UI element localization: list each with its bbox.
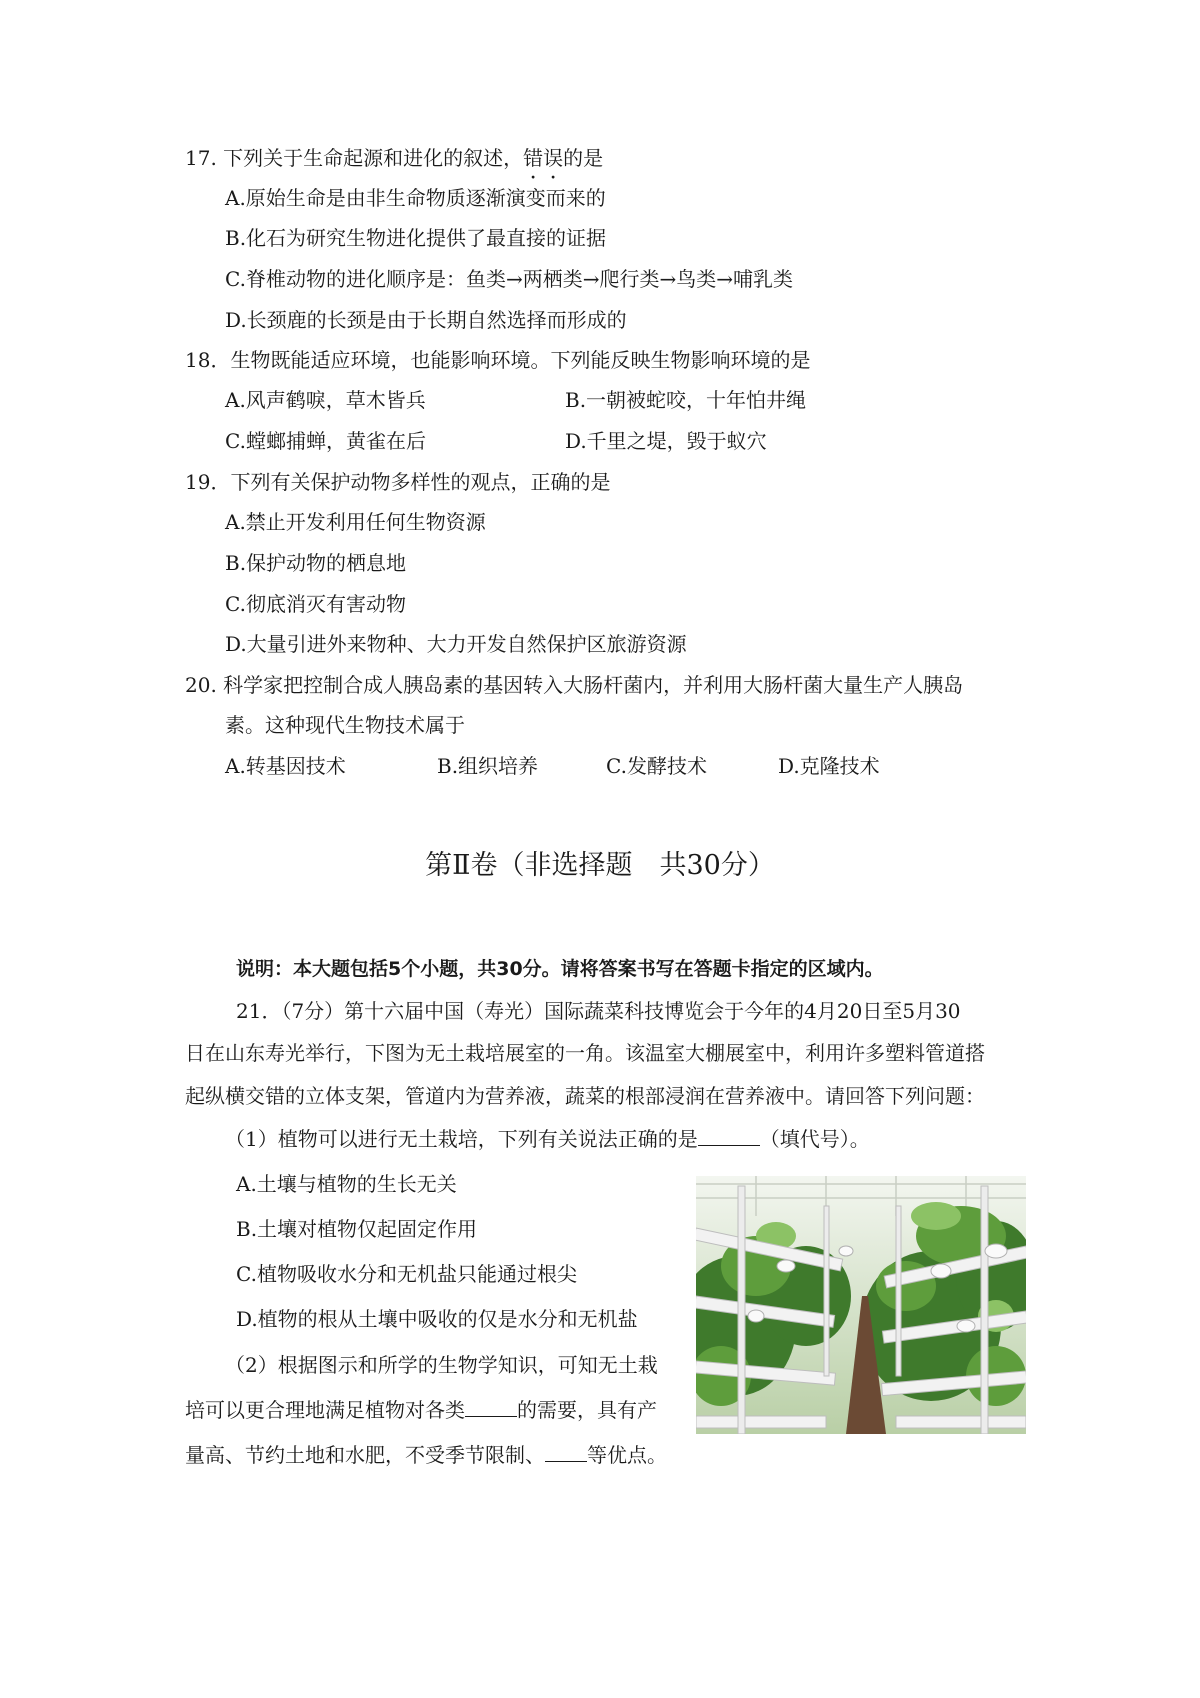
q21-part1-option-d: D.植物的根从土壤中吸收的仅是水分和无机盐	[236, 1307, 638, 1331]
q20-stem-line2: 素。这种现代生物技术属于	[225, 713, 465, 737]
q17-stem	[185, 144, 603, 172]
q21-part1-pre: （1）植物可以进行无土栽培，下列有关说法正确的是	[225, 1127, 698, 1151]
q18-stem: 18．生物既能适应环境，也能影响环境。下列能反映生物影响环境的是	[185, 348, 811, 372]
q21-part2-line3-pre: 量高、节约土地和水肥，不受季节限制、	[185, 1443, 545, 1467]
q21-part1-option-b: B.土壤对植物仅起固定作用	[236, 1217, 478, 1241]
answer-blank-1[interactable]	[698, 1127, 760, 1146]
q18-option-b: B.一朝被蛇咬，十年怕井绳	[565, 388, 807, 412]
answer-blank-3[interactable]	[545, 1443, 587, 1462]
q17-stem-pre: 17. 下列关于生命起源和进化的叙述，	[185, 146, 524, 170]
q17-stem-post: 的是	[563, 146, 604, 170]
q21-part1-option-a: A.土壤与植物的生长无关	[236, 1172, 457, 1196]
q21-intro-line1: 21．（7分）第十六届中国（寿光）国际蔬菜科技博览会于今年的4月20日至5月30	[236, 999, 961, 1023]
q21-part2-line3	[185, 1441, 667, 1469]
q19-option-a: A.禁止开发利用任何生物资源	[225, 510, 486, 534]
q19-option-b: B.保护动物的栖息地	[225, 551, 407, 575]
section-note: 说明：本大题包括5个小题，共30分。请将答案书写在答题卡指定的区域内。	[236, 958, 884, 980]
answer-blank-2[interactable]	[465, 1398, 517, 1417]
q19-option-c: C.彻底消灭有害动物	[225, 592, 406, 616]
q17-option-a: A.原始生命是由非生命物质逐渐演变而来的	[225, 186, 606, 210]
q21-part1-option-c: C.植物吸收水分和无机盐只能通过根尖	[236, 1262, 577, 1286]
q21-intro-line3: 起纵横交错的立体支架，管道内为营养液，蔬菜的根部浸润在营养液中。请回答下列问题：	[185, 1084, 985, 1108]
greenhouse-hydroponics-photo	[696, 1176, 1026, 1434]
q19-stem: 19．下列有关保护动物多样性的观点，正确的是	[185, 470, 611, 494]
q19-option-d: D.大量引进外来物种、大力开发自然保护区旅游资源	[225, 632, 687, 656]
q20-option-a: A.转基因技术	[225, 754, 346, 778]
q20-stem-line1: 20. 科学家把控制合成人胰岛素的基因转入大肠杆菌内，并利用大肠杆菌大量生产人胰岛	[185, 673, 964, 697]
q17-option-b: B.化石为研究生物进化提供了最直接的证据	[225, 226, 607, 250]
q21-part2-line2-post: 的需要，具有产	[517, 1398, 657, 1422]
q21-intro-line2: 日在山东寿光举行，下图为无土栽培展室的一角。该温室大棚展室中，利用许多塑料管道搭	[185, 1041, 985, 1065]
q18-option-c: C.螳螂捕蝉，黄雀在后	[225, 429, 426, 453]
q17-option-d: D.长颈鹿的长颈是由于长期自然选择而形成的	[225, 308, 627, 332]
q20-option-b: B.组织培养	[437, 754, 539, 778]
q21-part2-line2	[185, 1396, 657, 1424]
q17-emph-2: 误	[543, 146, 564, 170]
q21-part2-line3-post: 等优点。	[587, 1443, 667, 1467]
q17-emph-1: 错	[523, 146, 544, 170]
q21-part2-line1: （2）根据图示和所学的生物学知识，可知无土栽	[225, 1353, 658, 1377]
q21-part1-post: （填代号）。	[759, 1127, 870, 1151]
q21-part1-stem	[225, 1125, 870, 1153]
q18-option-d: D.千里之堤，毁于蚁穴	[565, 429, 767, 453]
greenhouse-illustration	[696, 1176, 1026, 1434]
q18-option-a: A.风声鹤唳，草木皆兵	[225, 388, 426, 412]
q20-option-d: D.克隆技术	[778, 754, 880, 778]
section-title: 第Ⅱ卷（非选择题 共30分）	[425, 850, 775, 881]
q21-part2-line2-pre: 培可以更合理地满足植物对各类	[185, 1398, 465, 1422]
q20-option-c: C.发酵技术	[606, 754, 707, 778]
q17-option-c: C.脊椎动物的进化顺序是：鱼类→两栖类→爬行类→鸟类→哺乳类	[225, 267, 793, 291]
